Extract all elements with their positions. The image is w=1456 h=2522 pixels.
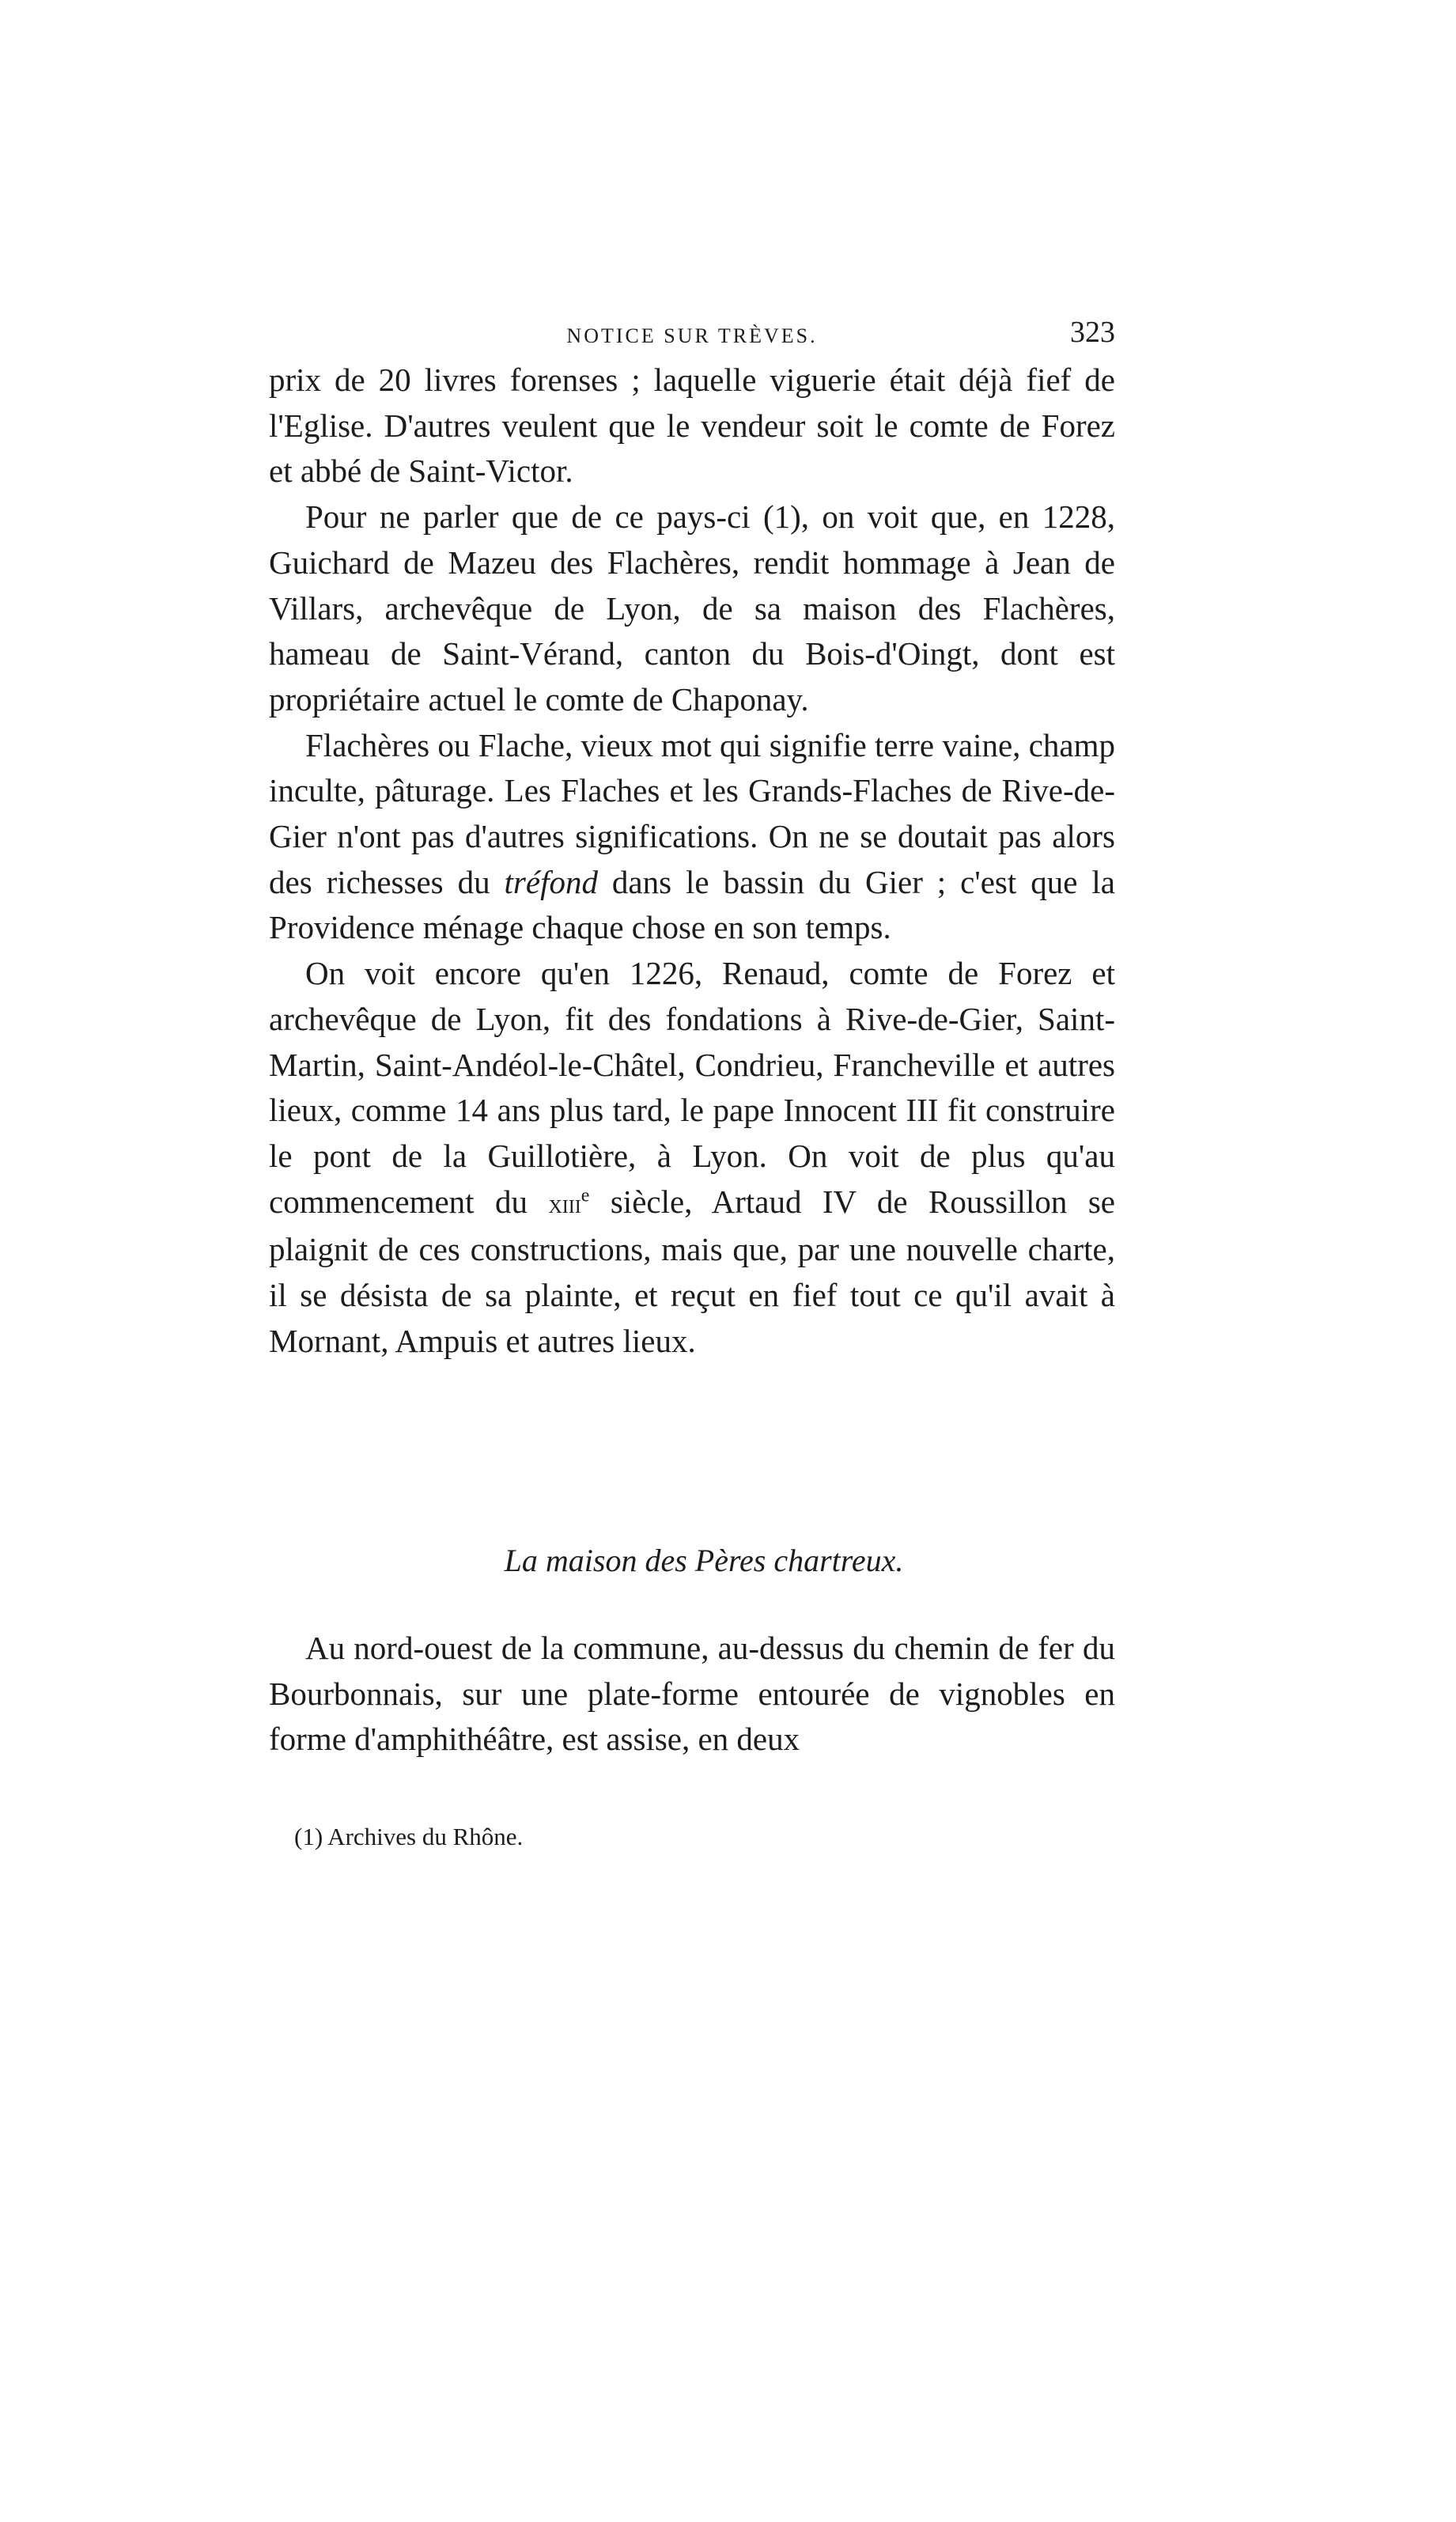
paragraph-text: dans le bassin du Gier ; c'est que la Providence ménage chaque chose en son temps. bbox=[269, 863, 1115, 946]
main-text bbox=[269, 358, 1115, 1364]
italic-term: tréfond bbox=[504, 863, 598, 900]
page-number: 323 bbox=[1070, 316, 1115, 349]
paragraph-chartreux: Au nord-ouest de la commune, au-dessus du chemin de fer du Bourbonnais, sur une plate-forme entourée de vignobles en forme d'amphithéâtre, est assise, en deux bbox=[269, 1630, 1115, 1758]
page-header bbox=[269, 310, 1115, 350]
paragraph-hommage: Pour ne parler que de ce pays-ci (1), on voit que, en 1228, Guichard de Mazeu des Flachères, rendit hommage à Jean de Villars, archevêque de Lyon, de sa maison des Flachères, hameau de Saint-Vérand, canton du Bois-d'Oingt, dont est propriétaire actuel le comte de Chaponay. bbox=[269, 498, 1115, 718]
century-superscript: e bbox=[581, 1185, 590, 1206]
paragraph-fondations bbox=[269, 951, 1115, 1364]
paragraph-text: siècle, Artaud IV de Roussillon se plaignit de ces constructions, mais que, par une nouvelle charte, il se désista de sa plainte, et reçut en fief tout ce qu'il avait à Mornant, Ampuis et autres lieux. bbox=[269, 1183, 1115, 1359]
paragraph-text: Flachères ou Flache, vieux mot qui signifie terre vaine, champ inculte, pâturage. Les Flaches et les Grands-Flaches de Rive-de-Gier n'ont pas d'autres significations. On ne se doutait pas alors des richesses du bbox=[269, 726, 1115, 900]
section-heading: La maison des Pères chartreux. bbox=[504, 1543, 904, 1578]
century-numeral: xiii bbox=[548, 1189, 581, 1219]
paragraph-text: On voit encore qu'en 1226, Renaud, comte de Forez et archevêque de Lyon, fit des fondations à Rive-de-Gier, Saint-Martin, Saint-Andéol-le-Châtel, Condrieu, Francheville et autres lieux, comme 14 ans plus tard, le pape Innocent III fit construire le pont de la Guillotière, à Lyon. On voit de plus qu'au commencement du bbox=[269, 955, 1115, 1220]
footnote: (1) Archives du Rhône. bbox=[294, 1823, 524, 1850]
running-title: NOTICE SUR TRÈVES. bbox=[566, 324, 818, 347]
paragraph-continued: prix de 20 livres forenses ; laquelle viguerie était déjà fief de l'Eglise. D'autres veulent que le vendeur soit le comte de Forez et abbé de Saint-Victor. bbox=[269, 362, 1115, 490]
paragraph-flacheres bbox=[269, 723, 1115, 952]
section-text bbox=[269, 1626, 1115, 1763]
